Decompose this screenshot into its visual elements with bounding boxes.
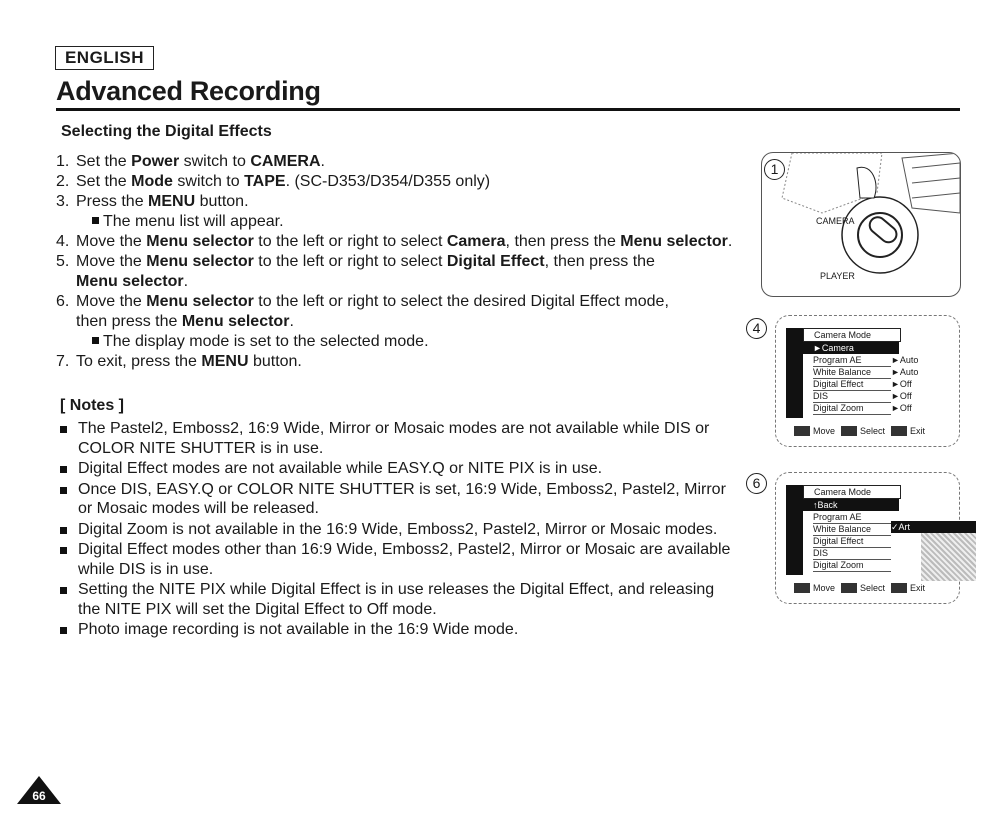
note-item: Photo image recording is not available in the 16:9 Wide mode.: [60, 620, 740, 640]
move-hint: Move: [794, 426, 835, 436]
notes-heading: [ Notes ]: [60, 397, 124, 414]
step-6: 6. Move the Menu selector to the left or right to select the desired Digital Effect mode, then press the Menu selector.: [56, 293, 669, 330]
note-item: The Pastel2, Emboss2, 16:9 Wide, Mirror or Mosaic modes are not available while DIS or COLOR NITE SHUTTER is in use.: [60, 419, 740, 458]
menu-icon-column: [786, 328, 803, 418]
select-icon: [841, 583, 857, 593]
move-icon: [794, 583, 810, 593]
select-hint: Select: [841, 583, 885, 593]
step-number-badge: 4: [746, 318, 767, 339]
notes-list: [60, 419, 740, 641]
note-item: Setting the NITE PIX while Digital Effect is in use releases the Digital Effect, and releasing the NITE PIX will set the Digital Effect to Off mode.: [60, 580, 740, 619]
player-label: PLAYER: [820, 271, 855, 281]
menu-button-icon: [891, 426, 907, 436]
menu-header: Camera Mode: [803, 328, 901, 342]
menu-list: [803, 485, 949, 575]
step-1: 1. Set the Power switch to CAMERA.: [56, 153, 325, 170]
menu-item: Program AE ►Auto: [813, 355, 919, 365]
step-6-result: The display mode is set to the selected mode.: [56, 332, 756, 352]
menu-back-item: ↑Back: [803, 499, 899, 511]
menu-item: Digital Zoom ►Off: [813, 403, 912, 413]
section-title: Selecting the Digital Effects: [61, 123, 272, 140]
menu-button-icon: [891, 583, 907, 593]
step-3: 3. Press the MENU button.: [56, 193, 249, 210]
step-2: 2. Set the Mode switch to TAPE. (SC-D353/D354/D355 only): [56, 173, 491, 190]
move-icon: [794, 426, 810, 436]
step-4: 4. Move the Menu selector to the left or right to select Camera, then press the Menu selector.: [56, 233, 733, 250]
camera-label: CAMERA: [816, 216, 855, 226]
step-number-badge: 1: [764, 159, 785, 180]
triangle-icon: [16, 775, 62, 805]
menu-item: Program AE: [803, 511, 949, 523]
menu-icon-column: [786, 485, 803, 575]
note-item: Once DIS, EASY.Q or COLOR NITE SHUTTER is set, 16:9 Wide, Emboss2, Pastel2, Mirror or Mosaic modes will be released.: [60, 480, 740, 519]
exit-hint: Exit: [891, 583, 925, 593]
exit-hint: Exit: [891, 426, 925, 436]
menu-screen-digital-effect: [775, 472, 960, 604]
step-3-result: The menu list will appear.: [56, 212, 756, 232]
select-hint: Select: [841, 426, 885, 436]
camera-illustration: [762, 153, 960, 296]
menu-item: Digital Effect: [803, 535, 949, 547]
note-item: Digital Zoom is not available in the 16:9 Wide, Emboss2, Pastel2, Mirror or Mosaic modes.: [60, 520, 740, 540]
menu-footer: [794, 583, 925, 593]
menu-item: Digital Effect ►Off: [813, 379, 912, 389]
menu-header: Camera Mode: [803, 485, 901, 499]
page-title: Advanced Recording: [56, 76, 321, 106]
menu-item: White Balance: [803, 523, 949, 535]
menu-item: Digital Zoom: [803, 559, 949, 571]
select-icon: [841, 426, 857, 436]
move-hint: Move: [794, 583, 835, 593]
menu-item: White Balance ►Auto: [813, 367, 919, 377]
step-7: 7. To exit, press the MENU button.: [56, 353, 302, 370]
menu-footer: [794, 426, 925, 436]
language-label: ENGLISH: [55, 46, 154, 70]
page-number-badge: [16, 775, 62, 810]
note-item: Digital Effect modes other than 16:9 Wide, Emboss2, Pastel2, Mirror or Mosaic are available while DIS is in use.: [60, 540, 740, 579]
steps-list: [56, 152, 756, 372]
title-rule: [56, 108, 960, 111]
selected-effect-option: ✓Art: [891, 521, 976, 533]
menu-item: DIS: [803, 547, 949, 559]
figure-camera-switch: [761, 152, 961, 297]
menu-list: [803, 328, 949, 418]
note-item: Digital Effect modes are not available while EASY.Q or NITE PIX is in use.: [60, 459, 740, 479]
step-number-badge: 6: [746, 473, 767, 494]
page-number: 66: [32, 789, 46, 803]
step-5: 5. Move the Menu selector to the left or right to select Digital Effect, then press the Menu selector.: [56, 253, 655, 290]
menu-selected-item: ►Camera: [803, 342, 899, 354]
menu-screen-camera: [775, 315, 960, 447]
menu-item: DIS ►Off: [813, 391, 912, 401]
